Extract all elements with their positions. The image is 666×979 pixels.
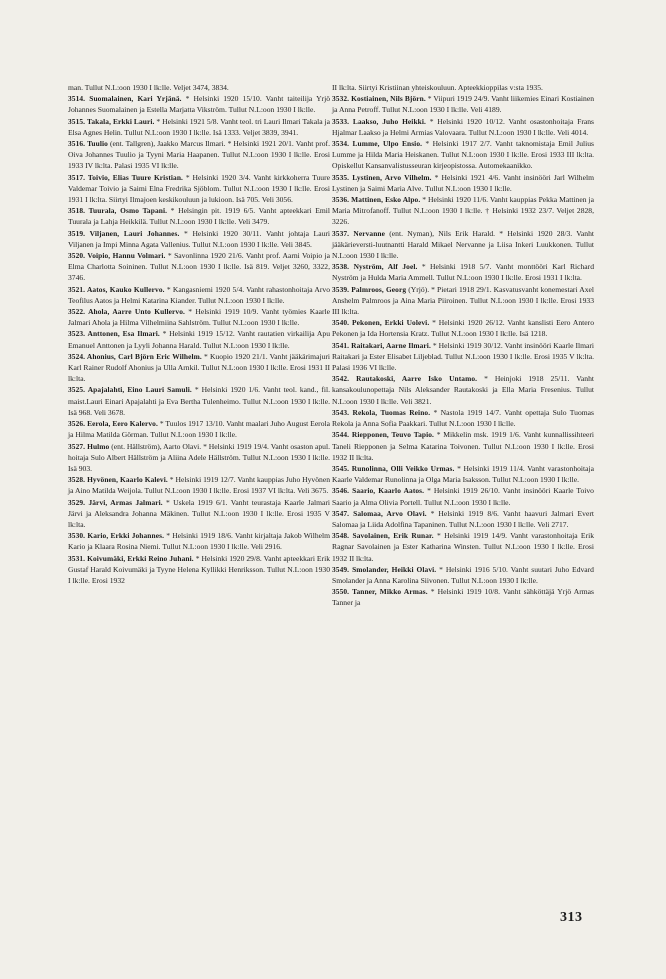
- entry-text: * Nastola 1919 14/7. Vanht opettaja Sulo Tuomas Rekola ja Anna Sofia Paakkari. Tullut N.L:oon 1930 I lk:lle.: [332, 407, 594, 429]
- entry-text: * Mikkelin msk. 1919 1/6. Vanht kunnallissihteeri Taneli Riepponen ja Selma Katarina Toivonen. Tullut N.L:oon 1930 I lk:lle. Erosi 1932 II lk:lta.: [332, 430, 594, 462]
- entry-text: * Helsinki 1920 3/4. Vanht kirkkoherra Tuure Valdemar Toivio ja Saimi Elna Fredrika Sjöblom. Tullut N.L:oon 1930 I lk:lle. Erosi 1931 I lk:lta. Siirtyi Ilmajoen keskikouluun ja lukioon. Isä 705. Veli 3056.: [68, 172, 330, 205]
- entry-text: * Helsinki 1919 10/9. Vanht työmies Kaarle Jalmari Ahola ja Hilma Vilhelmiina Sahlström. Tullut N.L:oon 1930 I lk:lle.: [68, 307, 331, 328]
- register-entry: [68, 497, 330, 531]
- entry-heading: 3543. Rekola, Tuomas Reino.: [332, 407, 431, 417]
- entry-text: * Helsinki 1916 5/10. Vanht suutari Juho Edvard Smolander ja Anna Karolina Siivonen. Tullut N.L:oon 1930 I lk:lle.: [332, 564, 594, 585]
- entry-text: * Viipuri 1919 24/9. Vanht liikemies Einari Kostiainen ja Anna Petroff. Tullut N.L:oon 1930 I lk:lle. Veli 4189.: [332, 94, 594, 115]
- entry-text: * Helsinki 1920 10/12. Vanht osastonhoitaja Frans Hjalmar Laakso ja Helmi Armias Valovaara. Tullut N.L:oon 1930 I lk:lle. Veli 4014.: [332, 116, 595, 137]
- entry-heading: 3525. Apajalahti, Eino Lauri Samuli.: [68, 385, 192, 395]
- register-entry: [332, 172, 594, 194]
- page-number: 313: [560, 910, 583, 925]
- entry-heading: 3545. Runolinna, Olli Veikko Urmas.: [332, 463, 455, 473]
- register-entry: [68, 228, 330, 250]
- entry-heading: 3540. Pekonen, Erkki Uolevi.: [332, 318, 430, 328]
- entry-text: (ent. Nyman), Nils Erik Harald. * Helsinki 1920 28/3. Vanht jääkärieversti-luutnantti Harald Mikael Nervanne ja Liisa Inkeri Luukkonen. Tullut N.L:oon 1930 I lk:lle.: [332, 228, 594, 261]
- left-column: [68, 82, 330, 586]
- entry-heading: 3522. Ahola, Aarre Unto Kullervo.: [68, 307, 185, 317]
- entry-heading: 3523. Anttonen, Esa Ilmari.: [68, 329, 160, 339]
- entry-heading: 3524. Ahonius, Carl Björn Eric Wilhelm.: [68, 351, 202, 361]
- entry-heading: 3542. Rautakoski, Aarre Isko Untamo.: [332, 374, 478, 384]
- register-entry: [68, 441, 330, 475]
- entry-text: * Helsinki 1920 15/10. Vanht taiteilija Yrjö Johannes Suomalainen ja Estella Marjatta Vikström. Tullut N.L:oon 1930 I lk:lle.: [68, 94, 330, 115]
- entry-heading: 3517. Toivio, Elias Tuure Kristian.: [68, 172, 183, 182]
- entry-heading: 3516. Tuulio: [68, 139, 108, 149]
- entry-text: * Helsinki 1920 30/11. Vanht johtaja Lauri Viljanen ja Impi Minna Agata Vallenius. Tullut N.L:oon 1930 I lk:lle. Veli 3845.: [68, 228, 330, 249]
- register-entry: [332, 586, 594, 608]
- entry-heading: 3548. Savolainen, Erik Runar.: [332, 531, 434, 541]
- register-entry: [332, 407, 594, 429]
- entry-text: * Kuopio 1920 21/1. Vanht jääkärimajuri Karl Rainer Rudolf Ahonius ja Ulla Arnkil. Tullut N.L:oon 1930 I lk:lle. Erosi 1931 II lk:lta.: [68, 351, 330, 384]
- entry-heading: 3514. Suomalainen, Kari Yrjänä.: [68, 94, 182, 104]
- register-entry: [332, 317, 594, 339]
- entry-text: * Helsinki 1919 18/6. Vanht kirjaltaja Jakob Wilhelm Kario ja Klaara Rosina Niemi. Tullut N.L:oon 1930 I lk:lle. Veli 2916.: [68, 531, 330, 552]
- entry-heading: 3538. Nyström, Alf Joel.: [332, 262, 418, 272]
- register-entry: [68, 138, 330, 172]
- register-entry: [68, 418, 330, 440]
- entry-text: * Helsinki 1919 15/12. Vanht rautatien virkailija Apu Emanuel Anttonen ja Lyyli Johanna Harald. Tullut N.L:oon 1930 I lk:lle.: [68, 329, 330, 350]
- entry-text: * Helsinki 1921 5/8. Vanht teol. tri Lauri Ilmari Takala ja Elsa Agnes Helin. Tullut N.L:oon 1930 I lk:lle. Isä 1333. Veljet 3839, 3941.: [68, 116, 330, 137]
- register-entry: [332, 138, 594, 172]
- entry-text: * Helsinki 1920 11/6. Vanht kauppias Pekka Mattinen ja Maria Mitrofanoff. Tullut N.L:oon 1930 I lk:lle. † Helsinki 1932 23/7. Veljet 2828, 3226.: [332, 195, 595, 227]
- entry-heading: 3535. Lystinen, Arvo Vilhelm.: [332, 172, 432, 182]
- register-entry: [332, 530, 594, 564]
- right-column: [332, 82, 594, 609]
- register-entry: [332, 373, 594, 407]
- register-entry: [332, 284, 594, 318]
- register-entry: [332, 508, 594, 530]
- entry-heading: 3527. Hulmo: [68, 441, 110, 451]
- entry-text: * Helsinki 1921 4/6. Vanht insinööri Jarl Wilhelm Lystinen ja Saimi Maria Alve. Tullut N.L:oon 1930 I lk:lle.: [332, 172, 594, 193]
- entry-text: * Helsinki 1919 10/8. Vanht sähköttäjä Yrjö Armas Tanner ja: [332, 587, 594, 608]
- entry-heading: 3544. Riepponen, Teuvo Tapio.: [332, 430, 434, 440]
- entry-heading: 3518. Tuurala, Osmo Tapani.: [68, 206, 168, 216]
- entry-heading: 3549. Smolander, Heikki Olavi.: [332, 564, 437, 574]
- entry-heading: 3526. Eerola, Eero Kalervo.: [68, 419, 158, 429]
- register-entry: [332, 463, 594, 485]
- register-entry: [68, 172, 330, 206]
- entry-heading: 3530. Kario, Erkki Johannes.: [68, 531, 165, 541]
- register-entry: [332, 82, 594, 93]
- entry-heading: 3519. Viljanen, Lauri Johannes.: [68, 228, 180, 238]
- entry-heading: 3533. Laakso, Juho Heikki.: [332, 116, 426, 126]
- entry-heading: 3537. Nervanne: [332, 228, 386, 238]
- entry-heading: 3539. Palmroos, Georg: [332, 284, 407, 294]
- entry-text: man. Tullut N.L:oon 1930 I lk:lle. Veljet 3474, 3834.: [68, 83, 229, 92]
- register-entry: [68, 93, 330, 115]
- entry-text: * Helsinki 1920 26/12. Vanht kanslisti Eero Antero Pekonen ja Ida Hortensia Kratz. Tullut N.L:oon 1930 I lk:lle. Isä 1218.: [332, 318, 594, 339]
- register-entry: [68, 384, 330, 418]
- entry-heading: 3515. Takala, Erkki Lauri.: [68, 116, 155, 126]
- register-entry: [68, 116, 330, 138]
- entry-text: * Uskela 1919 6/1. Vanht teurastaja Kaarle Jalmari Järvi ja Aleksandra Johanna Mäkinen. Tullut N.L:oon 1930 I lk:lle. Erosi 1935 V lk:lta.: [68, 497, 330, 529]
- entry-text: (ent. Tallgren), Jaakko Marcus Ilmari. * Helsinki 1921 20/1. Vanht prof. Oiva Johannes Tuulio ja Tyyni Maria Haapanen. Tullut N.L:oon 1930 I lk:lle. Erosi 1933 IV lk:lta. Palasi 1935 VI lk:lle.: [68, 139, 330, 171]
- register-entry: [68, 284, 330, 306]
- register-entry: [68, 474, 330, 496]
- entry-text: * Helsinki 1919 12/7. Vanht kauppias Juho Hyvönen ja Aino Matilda Weijola. Tullut N.L:oon 1930 I lk:lle. Erosi 1937 VI lk:lta. Veli 3675.: [68, 475, 330, 496]
- register-entry: [68, 250, 330, 284]
- entry-heading: 3550. Tanner, Mikko Armas.: [332, 587, 428, 597]
- entry-text: II lk:lta. Siirtyi Kristiinan yhteiskouluun. Apteekkioppilas v:sta 1935.: [332, 83, 543, 92]
- register-entry: [68, 306, 330, 328]
- entry-heading: 3531. Koivumäki, Erkki Reino Juhani.: [68, 553, 194, 563]
- entry-text: * Helsinki 1918 5/7. Vanht monttööri Karl Richard Nyström ja Hulda Maria Ammell. Tullut N.L:oon 1930 I lk:lle. Erosi 1931 I lk:lta.: [332, 262, 594, 283]
- register-entry: [68, 351, 330, 385]
- register-entry: [332, 261, 594, 283]
- entry-text: * Kangasniemi 1920 5/4. Vanht rahastonhoitaja Arvo Teofilus Aatos ja Helmi Katarina Kiander. Tullut N.L:oon 1930 I lk:lle.: [68, 284, 330, 305]
- entry-text: * Savonlinna 1920 21/6. Vanht prof. Aarni Voipio ja Elma Charlotta Soininen. Tullut N.L:oon 1930 I lk:lle. Isä 819. Veljet 3260, 3322, 3746.: [68, 251, 330, 283]
- entry-heading: 3528. Hyvönen, Kaarlo Kalevi.: [68, 475, 168, 485]
- entry-text: * Helsinki 1917 2/7. Vanht taknomistaja Emil Julius Lumme ja Hilda Maria Heiskanen. Tullut N.L:oon 1930 I lk:lle. Erosi 1933 III lk:lta. Opiskellut Kansanvalistusseuran kirjeopistossa. Automekaanikko.: [332, 139, 594, 171]
- entry-text: * Helsinki 1919 30/12. Vanht insinööri Kaarle Ilmari Raitakari ja Ester Elisabet Liljeblad. Tullut N.L:oon 1930 I lk:lle. Erosi 1935 V lk:lta. Palasi 1936 VI lk:lle.: [332, 340, 594, 373]
- entry-heading: 3529. Järvi, Armas Jalmari.: [68, 497, 163, 507]
- register-entry: [68, 553, 330, 587]
- entry-text: (Yrjö). * Pietari 1918 29/1. Kasvatusvanht konemestari Axel Anshelm Palmroos ja Aina Maria Piiroinen. Tullut N.L:oon 1930 I lk:lle. Erosi 1933 III lk:lta.: [332, 284, 594, 317]
- entry-heading: 3534. Lumme, Ulpo Ensio.: [332, 139, 423, 149]
- entry-text: * Helsingin pit. 1919 6/5. Vanht apteekkari Emil Tuurala ja Lahja Heikkilä. Tullut N.L:oon 1930 I lk:lle. Veli 3479.: [68, 206, 330, 227]
- entry-text: * Helsinki 1919 8/6. Vanht haavuri Jalmari Evert Salomaa ja Liida Adolfina Tapaninen. Tullut N.L:oon 1930 I lk:lle. Veli 2717.: [332, 508, 594, 529]
- entry-heading: 3546. Saario, Kaarlo Aatos.: [332, 486, 425, 496]
- register-entry: [68, 328, 330, 350]
- entry-text: * Helsinki 1920 1/6. Vanht teol. kand., fil. maist.Lauri Einari Apajalahti ja Eva Bertha Tulenheimo. Tullut N.L:oon 1930 I lk:lle. Isä 968. Veli 3678.: [68, 385, 330, 417]
- register-entry: [332, 194, 594, 228]
- register-entry: [332, 340, 594, 374]
- entry-heading: 3547. Salomaa, Arvo Olavi.: [332, 508, 427, 518]
- register-entry: [332, 429, 594, 463]
- entry-heading: 3536. Mattinen, Esko Alpo.: [332, 195, 421, 205]
- entry-text: * Heinjoki 1918 25/11. Vanht kansakoulunopettaja Nils Aleksander Rautakoski ja Ella Maria Fresenius. Tullut N.L:oon 1930 I lk:lle. Veli 3821.: [332, 374, 594, 406]
- entry-text: * Tuulos 1917 13/10. Vanht maalari Juho August Eerola ja Hilma Matilda Görman. Tullut N.L:oon 1930 I lk:lle.: [68, 419, 330, 440]
- entry-text: (ent. Hällström), Aarto Olavi. * Helsinki 1919 19/4. Vanht osaston apul. hoitaja Sulo Albert Hällström ja Aliina Adele Hällström. Tullut N.L:oon 1930 I lk:lle. Isä 903.: [68, 441, 330, 473]
- entry-text: * Helsinki 1920 29/8. Vanht apteekkari Erik Gustaf Harald Koivumäki ja Tyyne Helena Kyllikki Henriksson. Tullut N.L:oon 1930 I lk:lle. Erosi 1932: [68, 553, 330, 585]
- register-entry: [332, 485, 594, 507]
- entry-text: * Helsinki 1919 26/10. Vanht insinööri Kaarle Toivo Saario ja Alma Olivia Portell. Tullut N.L:oon 1930 I lk:lle.: [332, 486, 594, 507]
- entry-heading: 3520. Voipio, Hannu Volmari.: [68, 251, 166, 261]
- register-entry: [332, 93, 594, 115]
- register-entry: [332, 564, 594, 586]
- entry-heading: 3532. Kostiainen, Nils Björn.: [332, 94, 426, 104]
- register-entry: [332, 228, 594, 262]
- register-entry: [68, 82, 330, 93]
- entry-text: * Helsinki 1919 11/4. Vanht varastonhoitaja Kaarle Valdemar Runolinna ja Olga Maria Isaksson. Tullut N.L:oon 1930 I lk:lle.: [332, 463, 594, 485]
- register-entry: [68, 530, 330, 552]
- register-entry: [332, 116, 594, 138]
- entry-heading: 3521. Aatos, Kauko Kullervo.: [68, 284, 165, 294]
- entry-text: * Helsinki 1919 14/9. Vanht varastonhoitaja Erik Ragnar Savolainen ja Ester Katharina Winsten. Tullut N.L:oon 1930 I lk:lle. Erosi 1932 II lk:lta.: [332, 531, 594, 563]
- register-entry: [68, 205, 330, 227]
- entry-heading: 3541. Raitakari, Aarne Ilmari.: [332, 340, 431, 350]
